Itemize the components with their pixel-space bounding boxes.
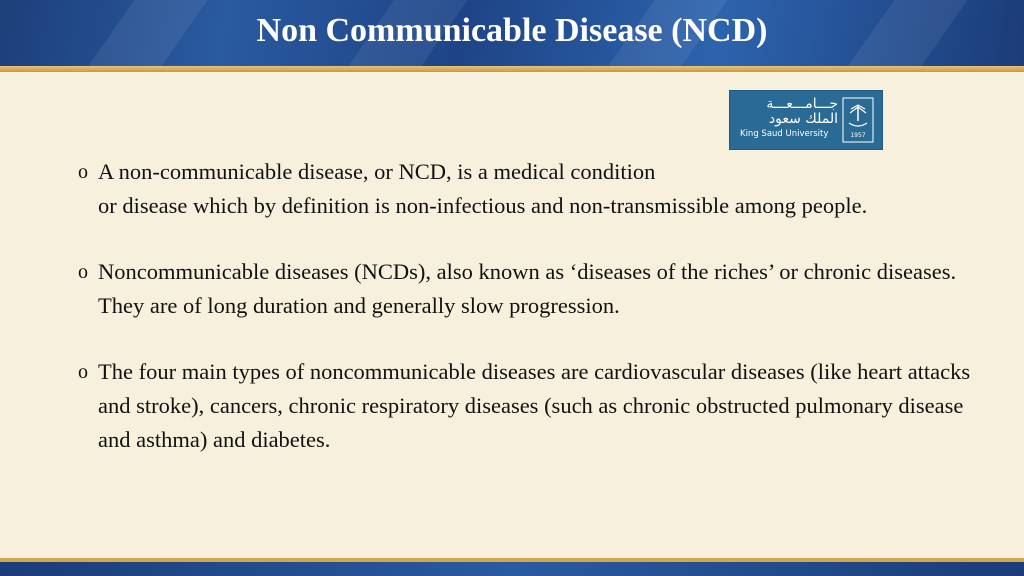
svg-text:1957: 1957	[850, 132, 866, 139]
slide-footer	[0, 562, 1024, 576]
bullet-item	[78, 255, 978, 323]
palm-swords-emblem-icon	[842, 97, 874, 143]
logo-english-text: King Saud University	[740, 129, 829, 139]
bullet-text: A non-communicable disease, or NCD, is a medical condition	[98, 159, 656, 184]
bullet-marker: o	[78, 161, 88, 183]
bullet-marker: o	[78, 361, 88, 383]
bullet-marker: o	[78, 261, 88, 283]
slide-body	[78, 155, 978, 489]
slide-header	[0, 0, 1024, 66]
logo-arabic-text: جـــامـــعـــة الملك سعود	[766, 96, 838, 127]
slide-title: Non Communicable Disease (NCD)	[256, 12, 768, 49]
bullet-item	[78, 355, 978, 457]
bullet-text: The four main types of noncommunicable diseases are cardiovascular diseases (like heart attacks and stroke), cancers, chronic respiratory diseases (such as chronic obstructed pulmonary disease and asthma) and diabetes.	[98, 359, 971, 452]
bullet-item	[78, 155, 978, 223]
bullet-text: Noncommunicable diseases (NCDs), also known as ‘diseases of the riches’ or chronic diseases. They are of long duration and generally slow progression.	[98, 259, 957, 318]
university-logo	[729, 90, 883, 150]
header-divider	[0, 66, 1024, 72]
bullet-text-continued: or disease which by definition is non-infectious and non-transmissible among people.	[98, 193, 868, 218]
